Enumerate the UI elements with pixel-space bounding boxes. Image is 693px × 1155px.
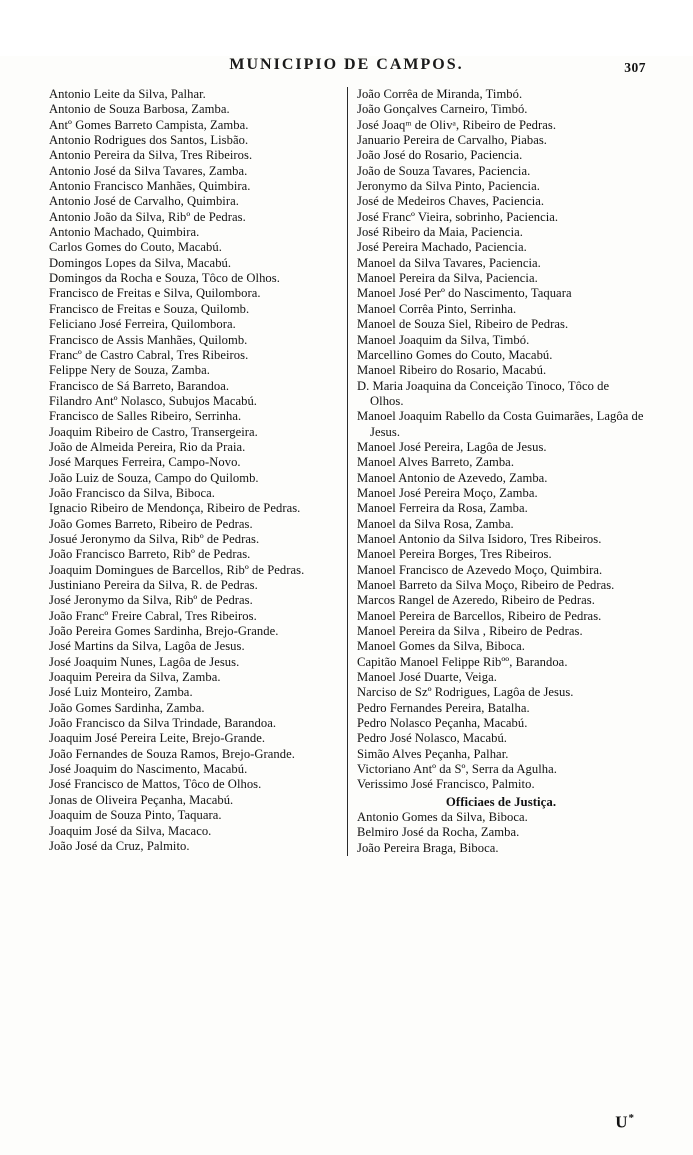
list-item [49,471,341,486]
entry-text: Manoel Pereira Borges, Tres Ribeiros. [357,547,552,562]
list-item [357,486,645,501]
entry-text: Manoel Ferreira da Rosa, Zamba. [357,501,528,516]
entry-text: Manoel José Duarte, Veiga. [357,670,497,685]
list-item [49,271,341,286]
running-head-title: MUNICIPIO DE CAMPOS. [229,56,464,73]
list-item [357,841,645,856]
entry-text: Jonas de Oliveira Peçanha, Macabú. [49,792,234,807]
list-item [357,256,645,271]
entry-text: João Pereira Braga, Biboca. [357,840,499,855]
list-item [357,240,645,255]
entry-text: Capitão Manoel Felippe Ribºº, Barandoa. [357,654,568,669]
list-item [357,286,645,301]
list-item [49,655,341,670]
list-item [357,731,645,746]
list-item [49,716,341,731]
list-item [357,825,645,840]
entry-text: José Marques Ferreira, Campo-Novo. [49,455,241,470]
entry-text: Antonio Machado, Quimbira. [49,225,200,240]
entry-text: José Martins da Silva, Lagôa de Jesus. [49,639,245,654]
list-item [357,87,645,102]
list-item [49,409,341,424]
entry-text: Manoel José Pereira Moço, Zamba. [357,485,538,500]
page-number: 307 [624,60,646,75]
entry-text: João Corrêa de Miranda, Timbó. [357,87,523,101]
list-item [49,194,341,209]
list-item [49,256,341,271]
list-item [49,578,341,593]
entry-text: Manoel Joaquim Rabello da Costa Guimarães, Lagôa de Jesus. [357,409,644,439]
list-item [49,824,341,839]
list-item [357,609,645,624]
entry-text: João de Almeida Pereira, Rio da Praia. [49,439,246,454]
list-item [357,701,645,716]
entry-text: Antonio José da Silva Tavares, Zamba. [49,163,248,178]
entry-text: José Francisco de Mattos, Tôco de Olhos. [49,777,262,792]
list-item [357,210,645,225]
entry-text: Januario Pereira de Carvalho, Piabas. [357,133,547,148]
signature-tick: * [628,1112,635,1125]
entry-text: Manoel da Silva Tavares, Paciencia. [357,255,541,270]
entry-text: Antonio José de Carvalho, Quimbira. [49,194,239,209]
entry-text: José Joaqᵐ de Olivᵃ, Ribeiro de Pedras. [357,117,557,132]
entry-text: Justiniano Pereira da Silva, R. de Pedras. [49,578,258,592]
list-item [49,394,341,409]
entry-text: Manoel Pereira da Silva , Ribeiro de Pedras. [357,624,583,639]
entry-text: Domingos Lopes da Silva, Macabú. [49,255,232,270]
list-item [357,363,645,378]
list-item [357,440,645,455]
list-item [357,148,645,163]
list-item [357,225,645,240]
list-item [357,194,645,209]
list-item [357,639,645,654]
entry-text: Francisco de Salles Ribeiro, Serrinha. [49,409,242,424]
list-item [357,777,645,792]
entry-text: Joaquim José da Silva, Macaco. [49,823,212,838]
list-item [49,486,341,501]
entry-text: Manoel Antonio de Azevedo, Zamba. [357,470,548,485]
entry-text: Pedro Fernandes Pereira, Batalha. [357,700,530,715]
list-item [357,685,645,700]
entry-text: José Ribeiro da Maia, Paciencia. [357,225,523,240]
two-column-body [49,87,647,856]
list-item [49,379,341,394]
entry-text: João Pereira Gomes Sardinha, Brejo-Grande. [49,624,279,639]
entry-text: Joaquim de Souza Pinto, Taquara. [49,808,222,823]
list-item [357,133,645,148]
list-item [49,348,341,363]
list-item [49,148,341,163]
list-item [357,501,645,516]
signature-letter: U [615,1113,629,1132]
list-item [357,455,645,470]
list-item [357,670,645,685]
list-item [49,624,341,639]
entry-text: Victoriano Antº da Sº, Serra da Agulha. [357,762,557,777]
left-column [49,87,347,854]
entry-text: Antº Gomes Barreto Campista, Zamba. [49,117,249,132]
document-page [0,56,693,1155]
list-item [357,810,645,825]
list-item [357,118,645,133]
list-item [49,302,341,317]
entry-text: Manoel Ribeiro do Rosario, Macabú. [357,363,547,378]
right-column [347,87,645,856]
entry-text: Manoel José Pereira, Lagôa de Jesus. [357,439,547,454]
entry-text: Antonio de Souza Barbosa, Zamba. [49,102,230,117]
list-item [49,517,341,532]
list-item [357,302,645,317]
entry-text: Francisco de Assis Manhães, Quilomb. [49,332,248,347]
list-item [49,102,341,117]
list-item [49,731,341,746]
list-item [357,563,645,578]
list-item [357,348,645,363]
list-item [49,425,341,440]
entry-text: Joaquim José Pereira Leite, Brejo-Grande. [49,731,266,746]
entry-text: Jeronymo da Silva Pinto, Paciencia. [357,179,540,194]
list-item [49,701,341,716]
list-item [357,762,645,777]
list-item [49,164,341,179]
list-item [49,455,341,470]
entry-text: Manoel Corrêa Pinto, Serrinha. [357,301,517,316]
list-item [357,471,645,486]
list-item [357,578,645,593]
entry-text: João Francisco da Silva, Biboca. [49,485,215,500]
page-header [0,56,693,78]
entry-text: Josué Jeronymo da Silva, Ribº de Pedras. [49,531,260,546]
list-item [49,440,341,455]
entry-text: Francº de Castro Cabral, Tres Ribeiros. [49,347,249,362]
entry-text: Antonio Rodrigues dos Santos, Lisbão. [49,133,249,148]
list-item [49,133,341,148]
entry-text: Francisco de Freitas e Souza, Quilomb. [49,301,250,316]
entry-text: Joaquim Domingues de Barcellos, Ribº de Pedras. [49,562,305,577]
list-item [49,747,341,762]
entry-text: Filandro Antº Nolasco, Subujos Macabú. [49,393,257,408]
list-item [49,240,341,255]
section-subheading: Officiaes de Justiça. [445,794,557,809]
entry-text: Manoel Pereira da Silva, Paciencia. [357,271,538,286]
list-item [357,317,645,332]
entry-text: Narciso de Szº Rodrigues, Lagôa de Jesus. [357,685,574,700]
entry-text: Felippe Nery de Souza, Zamba. [49,363,210,378]
entry-text: José de Medeiros Chaves, Paciencia. [357,194,545,209]
entry-text: Manoel de Souza Siel, Ribeiro de Pedras. [357,317,569,332]
list-item [357,517,645,532]
entry-text: Belmiro José da Rocha, Zamba. [357,825,520,840]
entry-text: Antonio Leite da Silva, Palhar. [49,87,206,101]
entry-text: José Luiz Monteiro, Zamba. [49,685,193,700]
entry-text: João José do Rosario, Paciencia. [357,148,523,163]
list-item [357,271,645,286]
entry-text: Manoel Joaquim da Silva, Timbó. [357,332,530,347]
list-item [49,762,341,777]
list-item [49,333,341,348]
list-item [49,118,341,133]
list-item [49,317,341,332]
list-item [49,839,341,854]
entry-text: João Gomes Sardinha, Zamba. [49,700,205,715]
list-item [357,164,645,179]
list-item [49,532,341,547]
list-item [49,609,341,624]
list-item [49,225,341,240]
entry-text: Manoel Barreto da Silva Moço, Ribeiro de Pedras. [357,578,615,592]
entry-text: Manoel Pereira de Barcellos, Ribeiro de Pedras. [357,608,602,623]
list-item [49,286,341,301]
entry-text: João José da Cruz, Palmito. [49,838,190,853]
entry-text: Verissimo José Francisco, Palmito. [357,777,535,792]
entry-text: José Francº Vieira, sobrinho, Paciencia. [357,209,559,224]
entry-text: João Fernandes de Souza Ramos, Brejo-Grande. [49,746,295,761]
entry-text: Manoel Antonio da Silva Isidoro, Tres Ribeiros. [357,531,602,546]
entry-text: Antonio João da Silva, Ribº de Pedras. [49,209,246,224]
list-item [357,624,645,639]
entry-text: João Francisco da Silva Trindade, Barandoa. [49,716,277,731]
list-item [49,563,341,578]
list-item [49,793,341,808]
list-item [49,639,341,654]
list-item [49,670,341,685]
list-item [49,363,341,378]
entry-text: Pedro José Nolasco, Macabú. [357,731,507,746]
list-item [49,210,341,225]
entry-text: João Gomes Barreto, Ribeiro de Pedras. [49,516,253,531]
list-item [49,685,341,700]
list-item [357,102,645,117]
entry-text: Domingos da Rocha e Souza, Tôco de Olhos. [49,271,280,286]
list-item [49,777,341,792]
list-item [357,747,645,762]
entry-text: Manoel Francisco de Azevedo Moço, Quimbira. [357,562,603,577]
entry-text: Antonio Pereira da Silva, Tres Ribeiros. [49,148,253,163]
entry-text: Ignacio Ribeiro de Mendonça, Ribeiro de Pedras. [49,501,301,516]
list-item [357,547,645,562]
entry-text: Joaquim Pereira da Silva, Zamba. [49,670,221,685]
entry-text: José Joaquim do Nascimento, Macabú. [49,762,248,777]
entry-text: Francisco de Freitas e Silva, Quilombora. [49,286,261,301]
list-item [357,593,645,608]
list-item [49,593,341,608]
entry-text: João de Souza Tavares, Paciencia. [357,163,531,178]
entry-text: D. Maria Joaquina da Conceição Tinoco, Tôco de Olhos. [357,378,610,408]
entry-text: Antonio Francisco Manhães, Quimbira. [49,179,251,194]
entry-text: Manoel José Perº do Nascimento, Taquara [357,286,572,301]
entry-text: Manoel Alves Barreto, Zamba. [357,455,515,470]
list-item [49,179,341,194]
list-item [357,409,645,440]
list-item [49,547,341,562]
entry-text: Joaquim Ribeiro de Castro, Transergeira. [49,424,258,439]
list-item [357,655,645,670]
entry-text: Marcellino Gomes do Couto, Macabú. [357,347,553,362]
entry-text: Manoel Gomes da Silva, Biboca. [357,639,525,654]
list-item [49,87,341,102]
entry-text: Pedro Nolasco Peçanha, Macabú. [357,716,528,731]
list-item [49,501,341,516]
list-item [357,333,645,348]
list-item [357,716,645,731]
entry-text: José Pereira Machado, Paciencia. [357,240,527,255]
list-item [357,379,645,410]
entry-text: Feliciano José Ferreira, Quilombora. [49,317,236,332]
signature-mark [615,1112,635,1133]
entry-text: José Jeronymo da Silva, Ribº de Pedras. [49,593,253,608]
entry-text: Francisco de Sá Barreto, Barandoa. [49,378,230,393]
list-item [357,532,645,547]
entry-text: Antonio Gomes da Silva, Biboca. [357,809,528,824]
list-item [357,179,645,194]
entry-text: João Francº Freire Cabral, Tres Ribeiros. [49,608,257,623]
entry-text: Carlos Gomes do Couto, Macabú. [49,240,222,255]
entry-text: Marcos Rangel de Azeredo, Ribeiro de Pedras. [357,593,595,608]
entry-text: João Luiz de Souza, Campo do Quilomb. [49,470,259,485]
entry-text: Manoel da Silva Rosa, Zamba. [357,516,514,531]
entry-text: Simão Alves Peçanha, Palhar. [357,746,509,761]
list-item [49,808,341,823]
entry-text: João Gonçalves Carneiro, Timbó. [357,102,528,117]
entry-text: João Francisco Barreto, Ribº de Pedras. [49,547,251,562]
entry-text: José Joaquim Nunes, Lagôa de Jesus. [49,654,240,669]
